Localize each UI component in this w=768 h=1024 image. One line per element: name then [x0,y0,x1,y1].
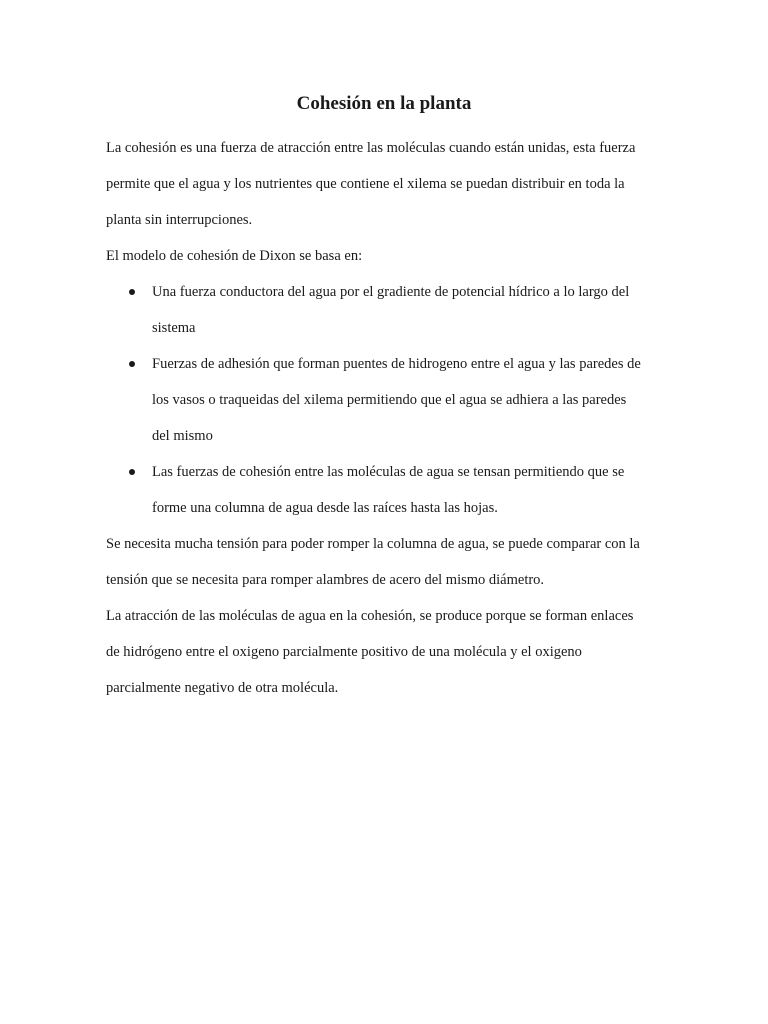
text-line: los vasos o traqueidas del xilema permitiendo que el agua se adhiera a las paredes [152,392,627,408]
bullet-icon [129,361,135,367]
text-line: planta sin interrupciones. [106,212,253,228]
text-line: forme una columna de agua desde las raíces hasta las hojas. [152,500,498,516]
text-line: La cohesión es una fuerza de atracción entre las moléculas cuando están unidas, esta fuerza [106,140,636,156]
text-line: Se necesita mucha tensión para poder romper la columna de agua, se puede comparar con la [106,536,640,552]
text-line: de hidrógeno entre el oxigeno parcialmente positivo de una molécula y el oxigeno [106,644,582,660]
text-line: permite que el agua y los nutrientes que contiene el xilema se puedan distribuir en toda la [106,176,625,192]
text-line: sistema [152,320,196,336]
text-line: del mismo [152,428,213,444]
document-title: Cohesión en la planta [296,93,472,114]
paragraph-dixon-intro [106,238,666,274]
text-line: Fuerzas de adhesión que forman puentes de hidrogeno entre el agua y las paredes de [152,356,641,372]
text-line: El modelo de cohesión de Dixon se basa en: [106,248,363,264]
list-item [106,346,666,454]
list-item [106,454,666,526]
dixon-model-list [106,274,666,526]
text-line: La atracción de las moléculas de agua en la cohesión, se produce porque se forman enlaces [106,608,634,624]
paragraph-cohesion-definition [106,130,666,238]
paragraph-hydrogen-bonds [106,598,666,706]
list-item [106,274,666,346]
text-line: tensión que se necesita para romper alambres de acero del mismo diámetro. [106,572,545,588]
text-line: Las fuerzas de cohesión entre las moléculas de agua se tensan permitiendo que se [152,464,625,480]
text-line: Una fuerza conductora del agua por el gradiente de potencial hídrico a lo largo del [152,284,630,300]
bullet-icon [129,469,135,475]
paragraph-tension [106,526,666,598]
text-line: parcialmente negativo de otra molécula. [106,680,339,696]
bullet-icon [129,289,135,295]
